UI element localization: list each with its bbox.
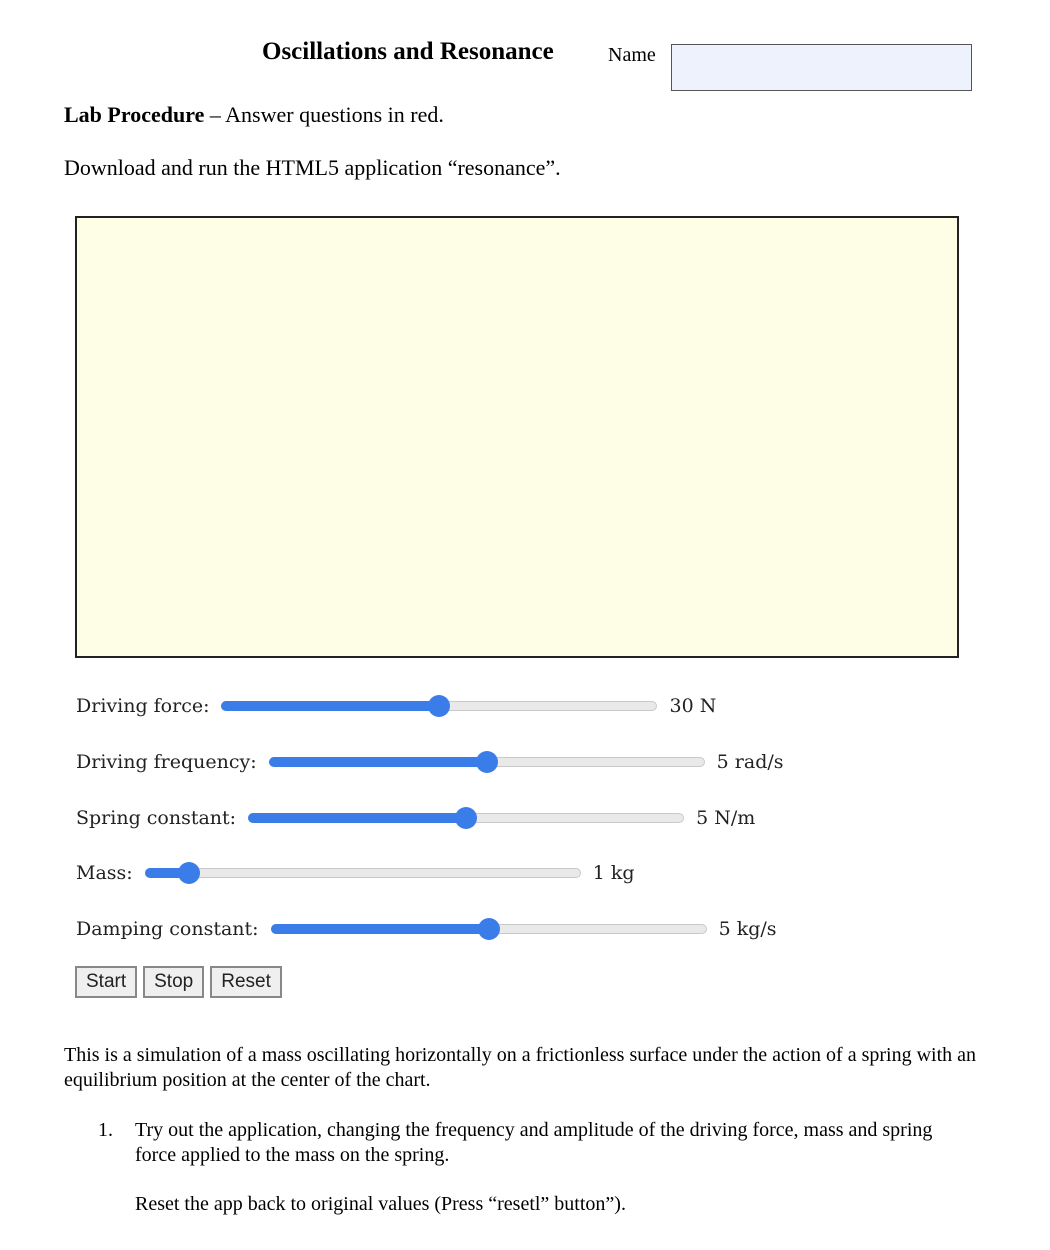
damping-constant-label: Damping constant: xyxy=(76,918,259,940)
control-buttons xyxy=(75,966,282,998)
stop-button[interactable]: Stop xyxy=(143,966,204,998)
driving-force-slider-thumb[interactable] xyxy=(428,695,450,717)
spring-constant-slider-thumb[interactable] xyxy=(455,807,477,829)
damping-constant-value: 5 kg/s xyxy=(718,918,777,940)
driving-frequency-slider-thumb[interactable] xyxy=(476,751,498,773)
damping-constant-slider[interactable] xyxy=(271,924,707,934)
slider-row-mass xyxy=(76,856,635,890)
procedure-line xyxy=(64,102,444,128)
spring-constant-label: Spring constant: xyxy=(76,807,237,829)
slider-row-driving-frequency xyxy=(76,745,784,779)
driving-frequency-value: 5 rad/s xyxy=(716,751,784,773)
page-title: Oscillations and Resonance xyxy=(262,38,554,65)
driving-frequency-slider[interactable] xyxy=(269,757,705,767)
driving-force-value: 30 N xyxy=(669,695,717,717)
simulation-description: This is a simulation of a mass oscillating horizontally on a frictionless surface under the action of a spring with an equilibrium position at the center of the chart. xyxy=(64,1044,977,1091)
mass-label: Mass: xyxy=(76,862,133,884)
driving-frequency-slider-fill xyxy=(269,757,486,767)
question-1-text: Try out the application, changing the frequency and amplitude of the driving force, mass and spring force applied to the mass on the spring. xyxy=(135,1119,933,1166)
reset-button[interactable]: Reset xyxy=(210,966,282,998)
reset-instruction: Reset the app back to original values (Press “resetl” button”). xyxy=(135,1193,626,1215)
spring-constant-slider[interactable] xyxy=(248,813,684,823)
slider-row-spring-constant xyxy=(76,801,755,835)
name-label: Name xyxy=(608,44,656,66)
driving-force-slider-fill xyxy=(221,701,438,711)
driving-force-slider[interactable] xyxy=(221,701,657,711)
question-1-number: 1. xyxy=(98,1119,113,1141)
spring-constant-slider-fill xyxy=(248,813,465,823)
driving-force-label: Driving force: xyxy=(76,695,210,717)
mass-value: 1 kg xyxy=(592,862,635,884)
spring-constant-value: 5 N/m xyxy=(696,807,756,829)
slider-row-driving-force xyxy=(76,689,716,723)
name-input[interactable] xyxy=(671,44,972,91)
mass-slider-thumb[interactable] xyxy=(178,862,200,884)
slider-row-damping-constant xyxy=(76,912,777,946)
procedure-heading: Lab Procedure xyxy=(64,102,205,127)
start-button[interactable]: Start xyxy=(75,966,137,998)
damping-constant-slider-thumb[interactable] xyxy=(478,918,500,940)
mass-slider[interactable] xyxy=(145,868,581,878)
download-instruction: Download and run the HTML5 application “resonance”. xyxy=(64,155,561,180)
procedure-instruction: – Answer questions in red. xyxy=(204,102,444,127)
driving-frequency-label: Driving frequency: xyxy=(76,751,257,773)
damping-constant-slider-fill xyxy=(271,924,488,934)
simulation-canvas xyxy=(75,216,959,658)
